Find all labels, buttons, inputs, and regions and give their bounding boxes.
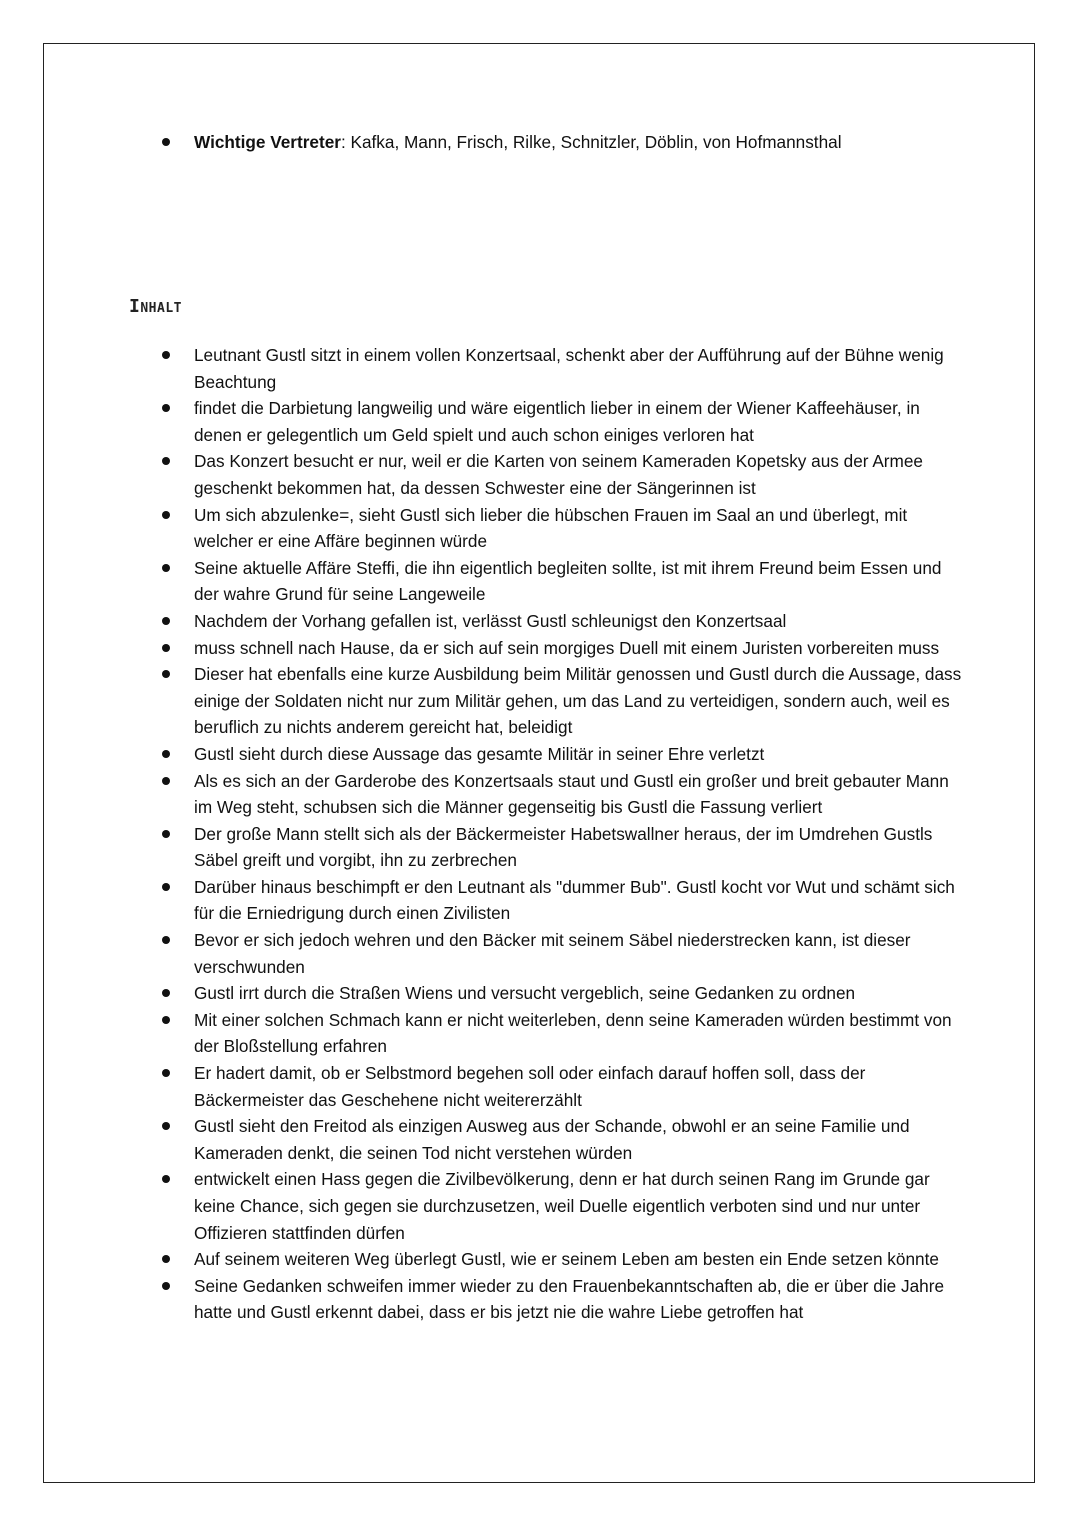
bullet-icon (162, 511, 170, 519)
list-item-text: Das Konzert besucht er nur, weil er die Karten von seinem Kameraden Kopetsky aus der Armee geschenkt bekommen hat, da dessen Schwester eine der Sängerinnen ist (194, 451, 923, 498)
list-item (194, 768, 964, 821)
bullet-icon (162, 1016, 170, 1024)
bullet-icon (162, 644, 170, 652)
list-item-text: Als es sich an der Garderobe des Konzertsaals staut und Gustl ein großer und breit gebauter Mann im Weg steht, schubsen sich die Männer gegenseitig bis Gustl die Fassung verliert (194, 770, 949, 818)
list-item (194, 741, 964, 768)
bullet-icon (162, 750, 170, 758)
list-item-text: Der große Mann stellt sich als der Bäckermeister Habetswallner heraus, der im Umdrehen Gustls Säbel greift und vorgibt, ihn zu zerbrechen (194, 823, 933, 871)
list-item (194, 555, 964, 608)
list-item (194, 821, 964, 874)
list-item (194, 874, 964, 927)
list-item-text: Gustl irrt durch die Straßen Wiens und versucht vergeblich, seine Gedanken zu ordnen (194, 983, 856, 1004)
list-item-text: Gustl sieht den Freitod als einzigen Ausweg aus der Schande, obwohl er an seine Familie und Kameraden denkt, die seinen Tod nicht verstehen würden (194, 1116, 910, 1163)
list-item-text: Um sich abzulenke=, sieht Gustl sich lieber die hübschen Frauen im Saal an und überlegt, mit welcher er eine Affäre beginnen würde (194, 504, 908, 552)
list-item (194, 502, 964, 555)
list-item-text: Darüber hinaus beschimpft er den Leutnant als "dummer Bub". Gustl kocht vor Wut und schämt sich für die Erniedrigung durch einen Zivilisten (194, 876, 955, 924)
bullet-icon (162, 351, 170, 359)
section-heading: Inhalt (129, 296, 182, 317)
list-item (194, 980, 964, 1007)
list-item-text: Gustl sieht durch diese Aussage das gesamte Militär in seiner Ehre verletzt (194, 743, 765, 764)
bullet-icon (162, 1069, 170, 1077)
list-item (194, 342, 964, 395)
list-item (194, 1060, 964, 1113)
list-item-text: Nachdem der Vorhang gefallen ist, verlässt Gustl schleunigst den Konzertsaal (194, 610, 787, 631)
list-item-text: Seine aktuelle Affäre Steffi, die ihn eigentlich begleiten sollte, ist mit ihrem Freund beim Essen und der wahre Grund für seine Langeweile (194, 557, 942, 605)
bullet-icon (162, 617, 170, 625)
intro-list (194, 129, 964, 156)
intro-text: Kafka, Mann, Frisch, Rilke, Schnitzler, Döblin, von Hofmannsthal (345, 132, 842, 152)
list-item (194, 1273, 964, 1326)
list-item (194, 661, 964, 741)
list-item-text: Er hadert damit, ob er Selbstmord begehen soll oder einfach darauf hoffen soll, dass der Bäckermeister das Geschehene nicht weitererzählt (194, 1063, 866, 1110)
bullet-icon (162, 138, 170, 146)
list-item-text: findet die Darbietung langweilig und wäre eigentlich lieber in einem der Wiener Kaffeehäuser, in denen er gelegentlich um Geld spielt und auch schon einiges verloren hat (194, 398, 920, 445)
bullet-icon (162, 883, 170, 891)
list-item-text: Bevor er sich jedoch wehren und den Bäcker mit seinem Säbel niederstrecken kann, ist dieser verschwunden (194, 930, 911, 977)
content-list (194, 342, 964, 1326)
bullet-icon (162, 777, 170, 785)
list-item (194, 608, 964, 635)
list-item-text: Auf seinem weiteren Weg überlegt Gustl, wie er seinem Leben am besten ein Ende setzen könnte (194, 1249, 939, 1270)
list-item (194, 129, 964, 156)
list-item (194, 927, 964, 980)
list-item (194, 1113, 964, 1166)
bullet-icon (162, 1282, 170, 1290)
list-item-text: Seine Gedanken schweifen immer wieder zu den Frauenbekanntschaften ab, die er über die Jahre hatte und Gustl erkennt dabei, dass er bis jetzt nie die wahre Liebe getroffen hat (194, 1275, 945, 1323)
bullet-icon (162, 564, 170, 572)
term-separator: : (340, 132, 346, 152)
bullet-icon (162, 936, 170, 944)
list-item-text: entwickelt einen Hass gegen die Zivilbevölkerung, denn er hat durch seinen Rang im Grunde gar keine Chance, sich gegen sie durchzusetzen, weil Duelle eigentlich verboten sind und nur unter Offizieren stattfinden dürfen (194, 1169, 930, 1243)
list-item (194, 395, 964, 448)
key-term: Wichtige Vertreter (194, 132, 341, 152)
list-item-text: muss schnell nach Hause, da er sich auf sein morgiges Duell mit einem Juristen vorbereiten muss (194, 637, 940, 658)
list-item-text: Mit einer solchen Schmach kann er nicht weiterleben, denn seine Kameraden würden bestimmt von der Bloßstellung erfahren (194, 1009, 952, 1057)
list-item (194, 448, 964, 501)
list-item (194, 1166, 964, 1246)
list-item-text: Dieser hat ebenfalls eine kurze Ausbildung beim Militär genossen und Gustl durch die Aussage, dass einige der Soldaten nicht nur zum Militär gehen, um das Land zu verteidigen, sondern auch, weil es beruflich zu nichts anderem gereicht hat, beleidigt (194, 664, 962, 738)
bullet-icon (162, 830, 170, 838)
list-item (194, 635, 964, 662)
list-item (194, 1007, 964, 1060)
list-item (194, 1246, 964, 1273)
list-item-text: Leutnant Gustl sitzt in einem vollen Konzertsaal, schenkt aber der Aufführung auf der Bühne wenig Beachtung (194, 345, 944, 392)
